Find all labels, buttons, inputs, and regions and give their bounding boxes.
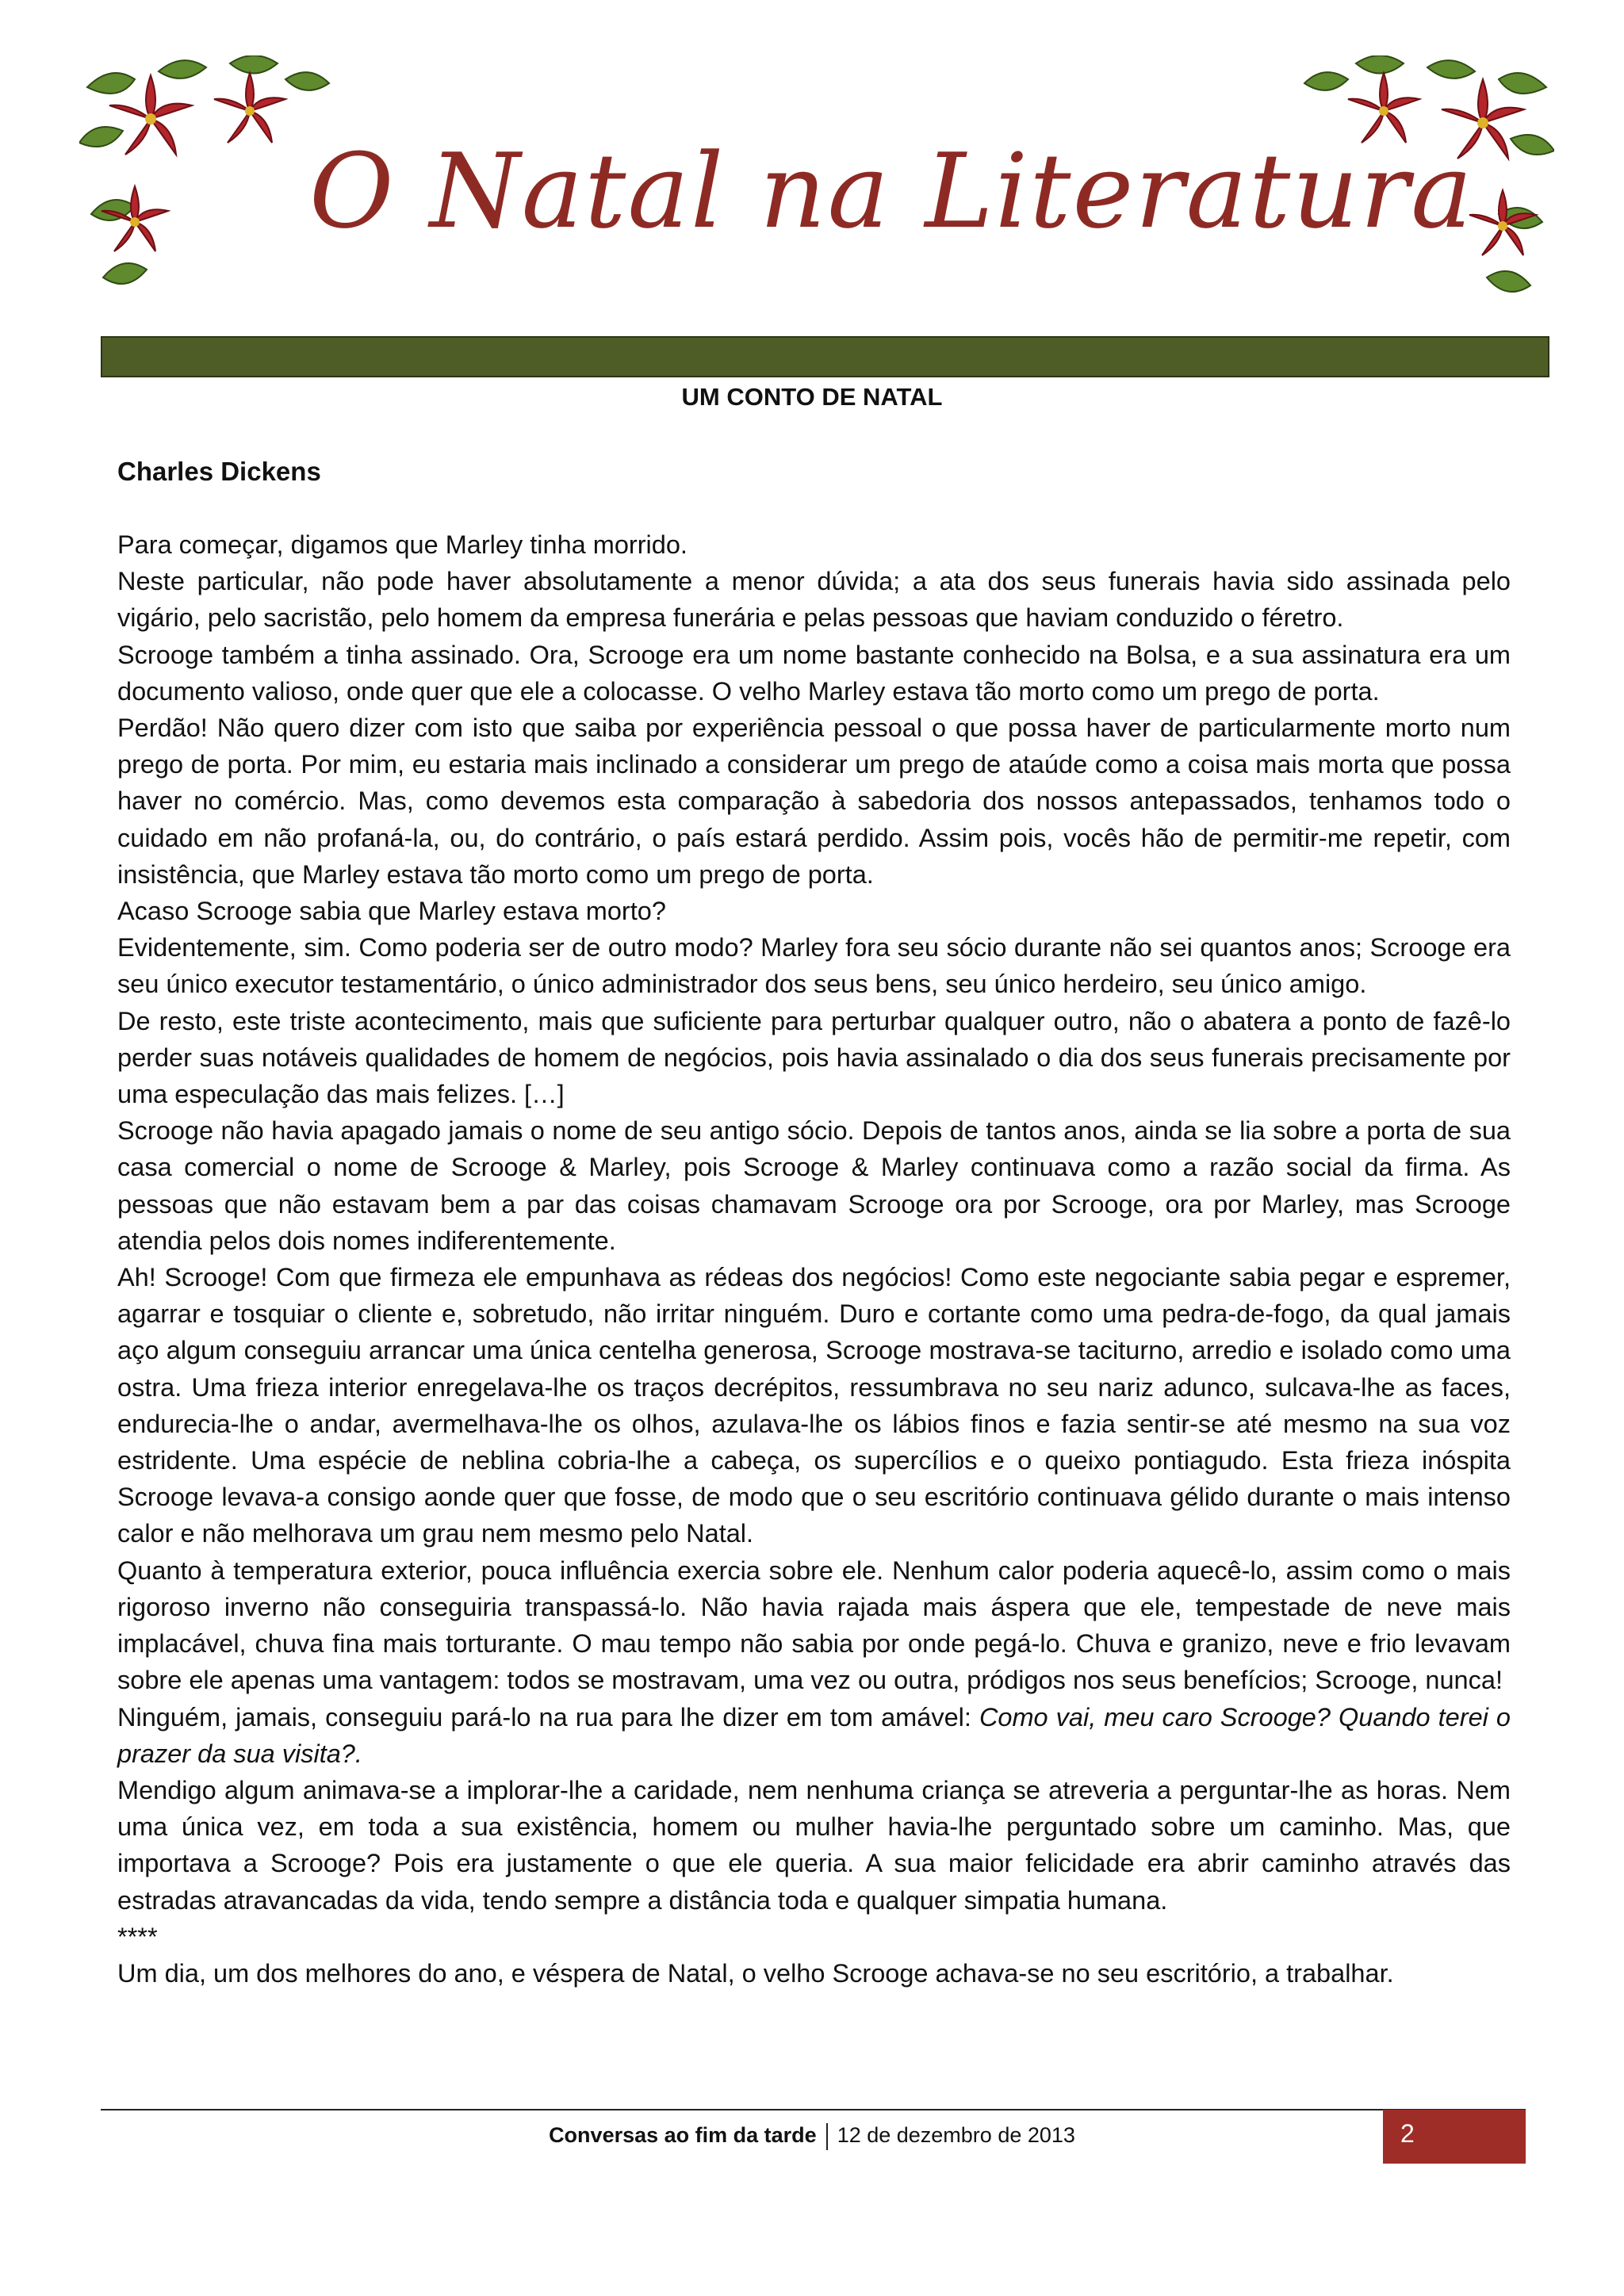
paragraph-with-dialogue [117,1699,1511,1772]
footer-separator [826,2123,828,2150]
paragraph: Scrooge não havia apagado jamais o nome de seu antigo sócio. Depois de tantos anos, ainda se lia sobre a porta de sua casa comercial o nome de Scrooge & Marley, pois Scrooge & Marley continuava como a razão social da firma. As pessoas que não estavam bem a par das coisas chamavam Scrooge ora por Scrooge, ora por Marley, mas Scrooge atendia pelos dois nomes indiferentemente. [117,1116,1511,1255]
paragraph: Quanto à temperatura exterior, pouca influência exercia sobre ele. Nenhum calor poderia aquecê-lo, assim como o mais rigoroso inverno não conseguiria transpassá-lo. Não havia rajada mais áspera que ele, tempestade de neve mais implacável, chuva fina mais torturante. O mau tempo não sabia por onde pegá-lo. Chuva e granizo, neve e frio levavam sobre ele apenas uma vantagem: todos se mostravam, uma vez ou outra, pródigos nos seus benefícios; Scrooge, nunca! [117,1556,1511,1695]
page-number: 2 [1383,2110,1526,2164]
paragraph: Ah! Scrooge! Com que firmeza ele empunhava as rédeas dos negócios! Como este negociante sabia pegar e espremer, agarrar e tosquiar o cliente e, sobretudo, não irritar ninguém. Duro e cortante como uma pedra-de-fogo, da qual jamais aço algum conseguiu arrancar uma única centelha generosa, Scrooge mostrava-se taciturno, arredio e isolado como uma ostra. Uma frieza interior enregelava-lhe os traços decrépitos, ressumbrava no seu nariz adunco, sulcava-lhe as faces, endurecia-lhe o andar, avermelhava-lhe os olhos, azulava-lhe os lábios finos e fazia sentir-se até mesmo na sua voz estridente. Uma espécie de neblina cobria-lhe a cabeça, os supercílios e o queixo pontiagudo. Esta frieza inóspita Scrooge levava-a consigo aonde quer que fosse, de modo que o seu escritório continuava gélido durante o mais intenso calor e não melhorava um grau nem mesmo pelo Natal. [117,1263,1511,1548]
article-body [117,526,1511,1992]
masthead-title: O Natal na Literatura [309,131,1474,251]
paragraph: Um dia, um dos melhores do ano, e véspera de Natal, o velho Scrooge achava-se no seu escritório, a trabalhar. [117,1958,1394,1988]
header [79,55,1554,317]
paragraph: Mendigo algum animava-se a implorar-lhe a caridade, nem nenhuma criança se atreveria a perguntar-lhe as horas. Nem uma única vez, em toda a sua existência, homem ou mulher havia-lhe perguntado sobre um caminho. Mas, que importava a Scrooge? Pois era justamente o que ele queria. A sua maior felicidade era abrir caminho através das estradas atravancadas da vida, tendo sempre a distância toda e qualquer simpatia humana. [117,1775,1511,1915]
footer-rule [101,2109,1526,2110]
italic-dialogue: Como vai, meu caro Scrooge? Quando terei o prazer da sua visita?. [117,1702,1511,1768]
section-break: **** [117,1922,158,1951]
footer [0,2123,1624,2150]
paragraph: Scrooge também a tinha assinado. Ora, Scrooge era um nome bastante conhecido na Bolsa, e a sua assinatura era um documento valioso, onde quer que ele a colocasse. O velho Marley estava tão morto como um prego de porta. [117,640,1511,706]
header-divider-bar [101,336,1549,377]
publication-name: Conversas ao fim da tarde [549,2123,817,2148]
author-name: Charles Dickens [117,457,321,486]
story-title: UM CONTO DE NATAL [681,383,943,411]
paragraph: Para começar, digamos que Marley tinha morrido. [117,530,688,559]
paragraph: Neste particular, não pode haver absolutamente a menor dúvida; a ata dos seus funerais havia sido assinada pelo vigário, pelo sacristão, pelo homem da empresa funerária e pelas pessoas que haviam conduzido o féretro. [117,567,1511,633]
poinsettia-corner-left-icon [79,55,333,309]
paragraph: Evidentemente, sim. Como poderia ser de outro modo? Marley fora seu sócio durante não sei quantos anos; Scrooge era seu único executor testamentário, o único administrador dos seus bens, seu único herdeiro, seu único amigo. [117,933,1511,999]
paragraph-lead: Ninguém, jamais, conseguiu pará-lo na rua para lhe dizer em tom amável: [117,1702,979,1732]
publication-date: 12 de dezembro de 2013 [837,2123,1075,2148]
paragraph: De resto, este triste acontecimento, mais que suficiente para perturbar qualquer outro, não o abatera a ponto de fazê-lo perder suas notáveis qualidades de homem de negócios, pois havia assinalado o dia dos seus funerais precisamente por uma especulação das mais felizes. […] [117,1006,1511,1109]
paragraph: Perdão! Não quero dizer com isto que saiba por experiência pessoal o que possa haver de particularmente morto num prego de porta. Por mim, eu estaria mais inclinado a considerar um prego de ataúde como a coisa mais morta que possa haver no comércio. Mas, como devemos esta comparação à sabedoria dos nossos antepassados, tenhamos todo o cuidado em não profaná-la, ou, do contrário, o país estará perdido. Assim pois, vocês hão de permitir-me repetir, com insistência, que Marley estava tão morto como um prego de porta. [117,714,1511,889]
paragraph: Acaso Scrooge sabia que Marley estava morto? [117,897,666,926]
poinsettia-corner-right-icon [1300,55,1554,309]
